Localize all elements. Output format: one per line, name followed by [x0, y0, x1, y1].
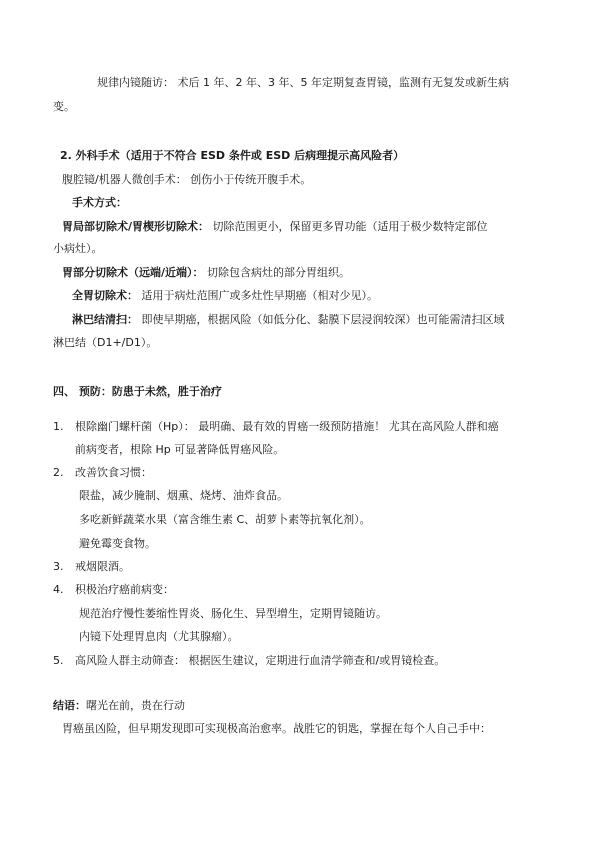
item-1-cont: 前病变者，根除 Hp 可显著降低胃癌风险。 — [75, 443, 285, 456]
method-total-gastrectomy — [72, 289, 378, 303]
item-4-sub-1: 规范治疗慢性萎缩性胃炎、肠化生、异型增生，定期胃镜随访。 — [79, 607, 387, 620]
followup-label: 规律内镜随访： — [97, 76, 174, 89]
conclusion-line — [53, 699, 185, 713]
method-4-text: 即使早期癌，根据风险（如低分化、黏膜下层浸润较深）也可能需清扫区域 — [138, 313, 505, 326]
item-3-text: 戒烟限酒。 — [75, 560, 130, 573]
prevention-item-1 — [53, 420, 499, 434]
prevention-item-3 — [53, 560, 130, 574]
method-1-label: 胃局部切除术/胃楔形切除术： — [62, 220, 210, 233]
surgery-heading: 2. 外科手术（适用于不符合 ESD 条件或 ESD 后病理提示高风险者） — [60, 149, 405, 162]
minimal-text: 创伤小于传统开腹手术。 — [186, 173, 312, 186]
followup-cont: 变。 — [53, 100, 75, 113]
method-1-text: 切除范围更小，保留更多胃功能（适用于极少数特定部位 — [209, 220, 488, 233]
method-2-text: 切除包含病灶的部分胃组织。 — [203, 266, 351, 279]
item-2-sub-3: 避免霉变食物。 — [79, 537, 156, 550]
item-4-sub-2: 内镜下处理胃息肉（尤其腺瘤）。 — [79, 630, 239, 643]
conclusion-label: 结语： — [53, 699, 86, 712]
prevention-item-4 — [53, 583, 174, 597]
followup-text: 术后 1 年、2 年、3 年、5 年定期复查胃镜，监测有无复发或新生病 — [174, 76, 509, 89]
item-2-sub-2: 多吃新鲜蔬菜水果（富含维生素 C、胡萝卜素等抗氧化剂）。 — [79, 513, 371, 526]
conclusion-title: 曙光在前，贵在行动 — [86, 699, 185, 712]
item-2-text: 改善饮食习惯： — [75, 466, 152, 479]
item-4-number: 4. — [53, 583, 64, 596]
item-4-text: 积极治疗癌前病变： — [75, 583, 174, 596]
method-local-resection — [62, 220, 488, 234]
item-2-number: 2. — [53, 466, 64, 479]
method-3-text: 适用于病灶范围广或多灶性早期癌（相对少见）。 — [138, 289, 378, 302]
minimal-surgery-line — [62, 173, 311, 187]
item-1-number: 1. — [53, 420, 64, 433]
followup-line — [97, 76, 509, 90]
methods-heading: 手术方式： — [72, 196, 127, 209]
method-4-cont: 淋巴结（D1+/D1）。 — [53, 336, 158, 349]
method-partial-gastrectomy — [62, 266, 350, 280]
item-5-text: 高风险人群主动筛查： 根据医生建议，定期进行血清学筛查和/或胃镜检查。 — [75, 654, 446, 667]
method-2-label: 胃部分切除术（远端/近端）： — [62, 266, 204, 279]
conclusion-body: 胃癌虽凶险，但早期发现即可实现极高治愈率。战胜它的钥匙，掌握在每个人自己手中： — [62, 722, 491, 735]
item-2-sub-1: 限盐，减少腌制、烟熏、烧烤、油炸食品。 — [79, 489, 288, 502]
method-lymph-node-dissection — [72, 313, 505, 327]
method-3-label: 全胃切除术： — [72, 289, 138, 302]
prevention-heading: 四、 预防：防患于未然，胜于治疗 — [53, 385, 222, 398]
method-1-cont: 小病灶）。 — [53, 242, 103, 255]
method-4-label: 淋巴结清扫： — [72, 313, 138, 326]
minimal-label: 腹腔镜/机器人微创手术： — [62, 173, 187, 186]
item-1-text: 根除幽门螺杆菌（Hp）： 最明确、最有效的胃癌一级预防措施！ 尤其在高风险人群和癌 — [75, 420, 499, 433]
prevention-item-5 — [53, 654, 445, 668]
item-3-number: 3. — [53, 560, 64, 573]
prevention-item-2 — [53, 466, 152, 480]
item-5-number: 5. — [53, 654, 64, 667]
